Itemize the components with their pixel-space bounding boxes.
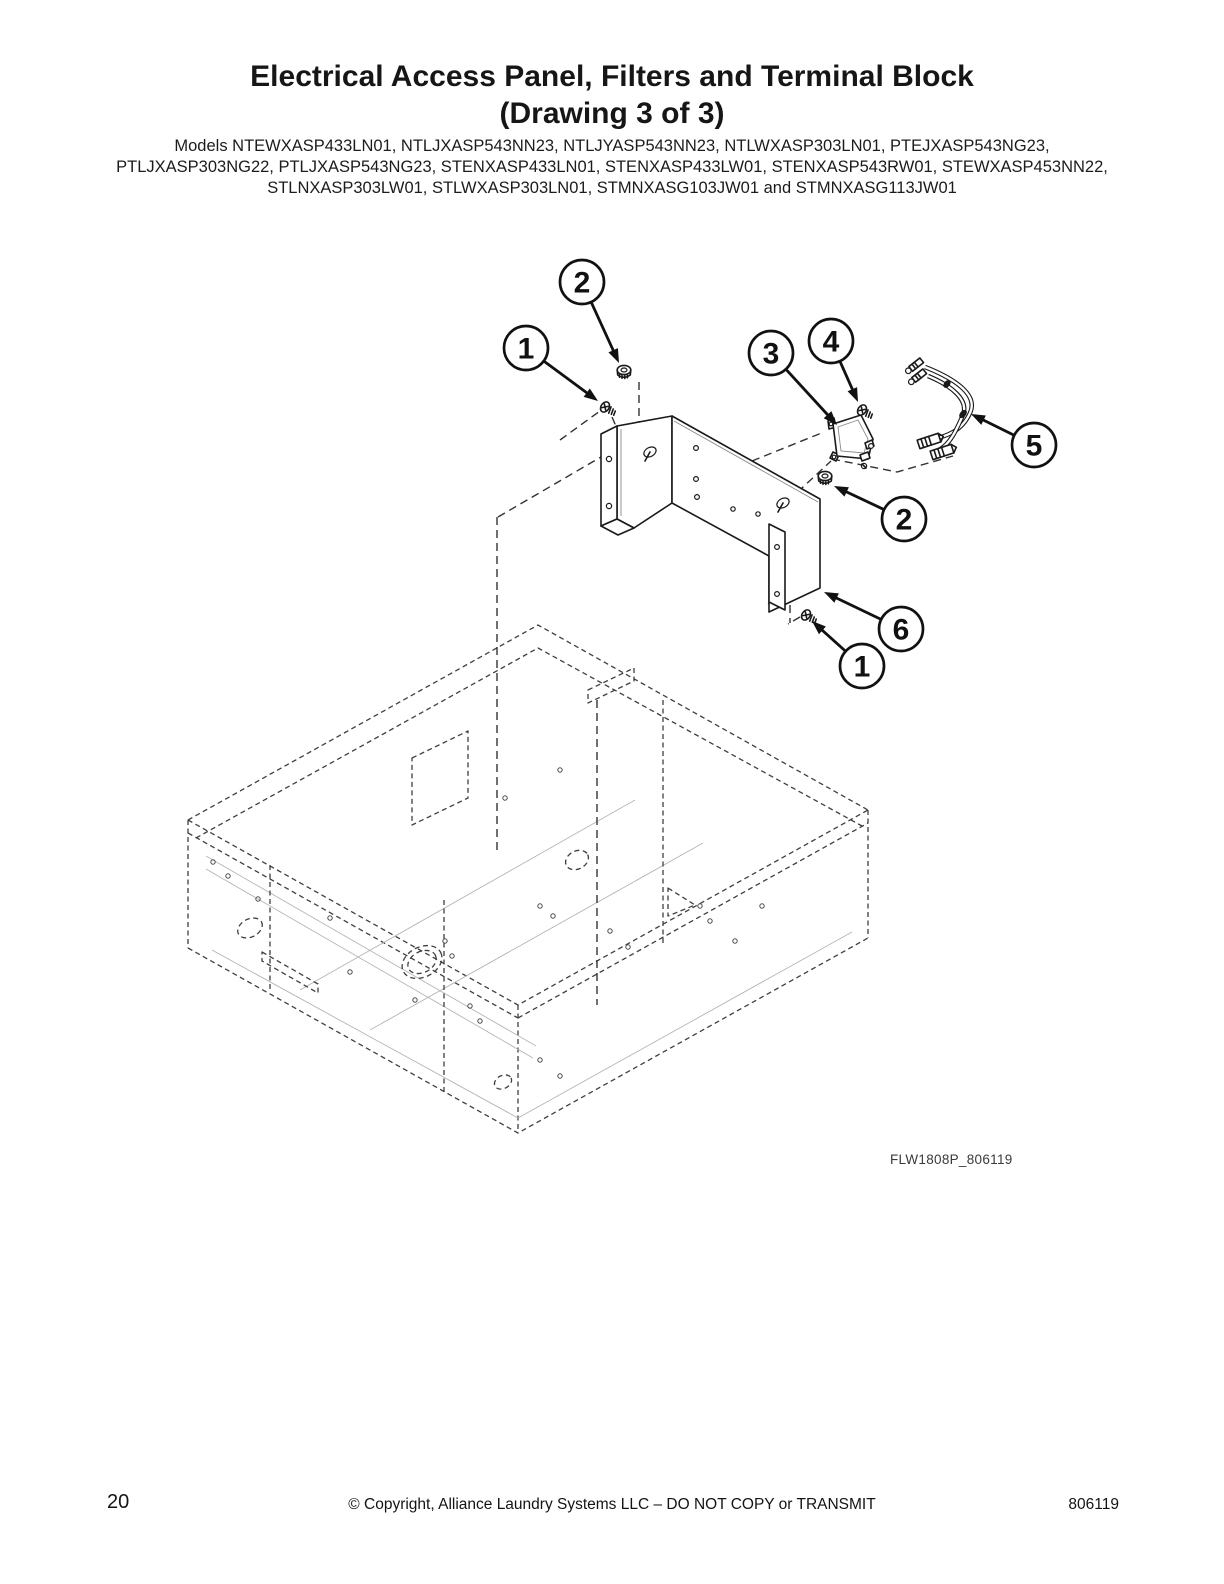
figure-code: FLW1808P_806119: [890, 1152, 1013, 1167]
screw-item-1-top: [599, 400, 618, 418]
callout-1: [504, 326, 598, 401]
callout-number: 1: [853, 650, 871, 684]
callout-layer: [504, 260, 1056, 688]
callout-number: 5: [1025, 429, 1043, 463]
callout-number: 1: [517, 332, 535, 366]
callout-arrowhead: [608, 348, 619, 363]
callout-number: 4: [822, 325, 840, 359]
wire-harness: [904, 358, 971, 460]
callout-2: [834, 486, 926, 541]
callout-5: [971, 414, 1056, 467]
spade-connector: [917, 432, 945, 449]
callout-1: [812, 621, 884, 688]
bracket-right-flange: [769, 524, 785, 610]
callout-number: 2: [573, 266, 591, 300]
electrical-access-panel-bracket: [601, 416, 820, 612]
document-number: 806119: [1068, 1496, 1119, 1513]
page-title-line2: (Drawing 3 of 3): [499, 97, 725, 130]
callout-number: 6: [892, 613, 910, 647]
copyright-notice: © Copyright, Alliance Laundry Systems LLC – DO NOT COPY or TRANSMIT: [348, 1496, 876, 1513]
callout-2: [560, 260, 619, 363]
callout-number: 2: [895, 503, 913, 537]
page-title: [0, 58, 1224, 132]
models-list: Models NTEWXASP433LN01, NTLJXASP543NN23, NTLJYASP543NN23, NTLWXASP303LN01, PTEJXASP543NG23, PTLJXASP303NG22, PTLJXASP543NG23, STENXASP433LN01, STENXASP433LW01, STENXASP543RW01, STEWXASP453NN22, STLNXASP303LW01, STLWXASP303LN01, STMNXASG103JW01 and STMNXASG113JW01: [116, 137, 1108, 197]
page-number: 20: [107, 1491, 130, 1513]
nut-item-2-top: [617, 365, 631, 378]
callout-arrowhead: [834, 486, 849, 497]
callout-6: [824, 592, 923, 651]
callout-number: 3: [762, 337, 780, 371]
callout-arrowhead: [848, 387, 858, 402]
callout-arrowhead: [971, 414, 986, 425]
callout-4: [809, 319, 858, 402]
exploded-parts-diagram: [0, 230, 1224, 1190]
callout-arrowhead: [824, 592, 839, 603]
page-title-line1: Electrical Access Panel, Filters and Terminal Block: [250, 60, 974, 93]
cabinet-outline: [188, 625, 868, 1133]
rear-panel-cutout: [412, 731, 468, 825]
nut-item-2-right: [818, 471, 832, 484]
